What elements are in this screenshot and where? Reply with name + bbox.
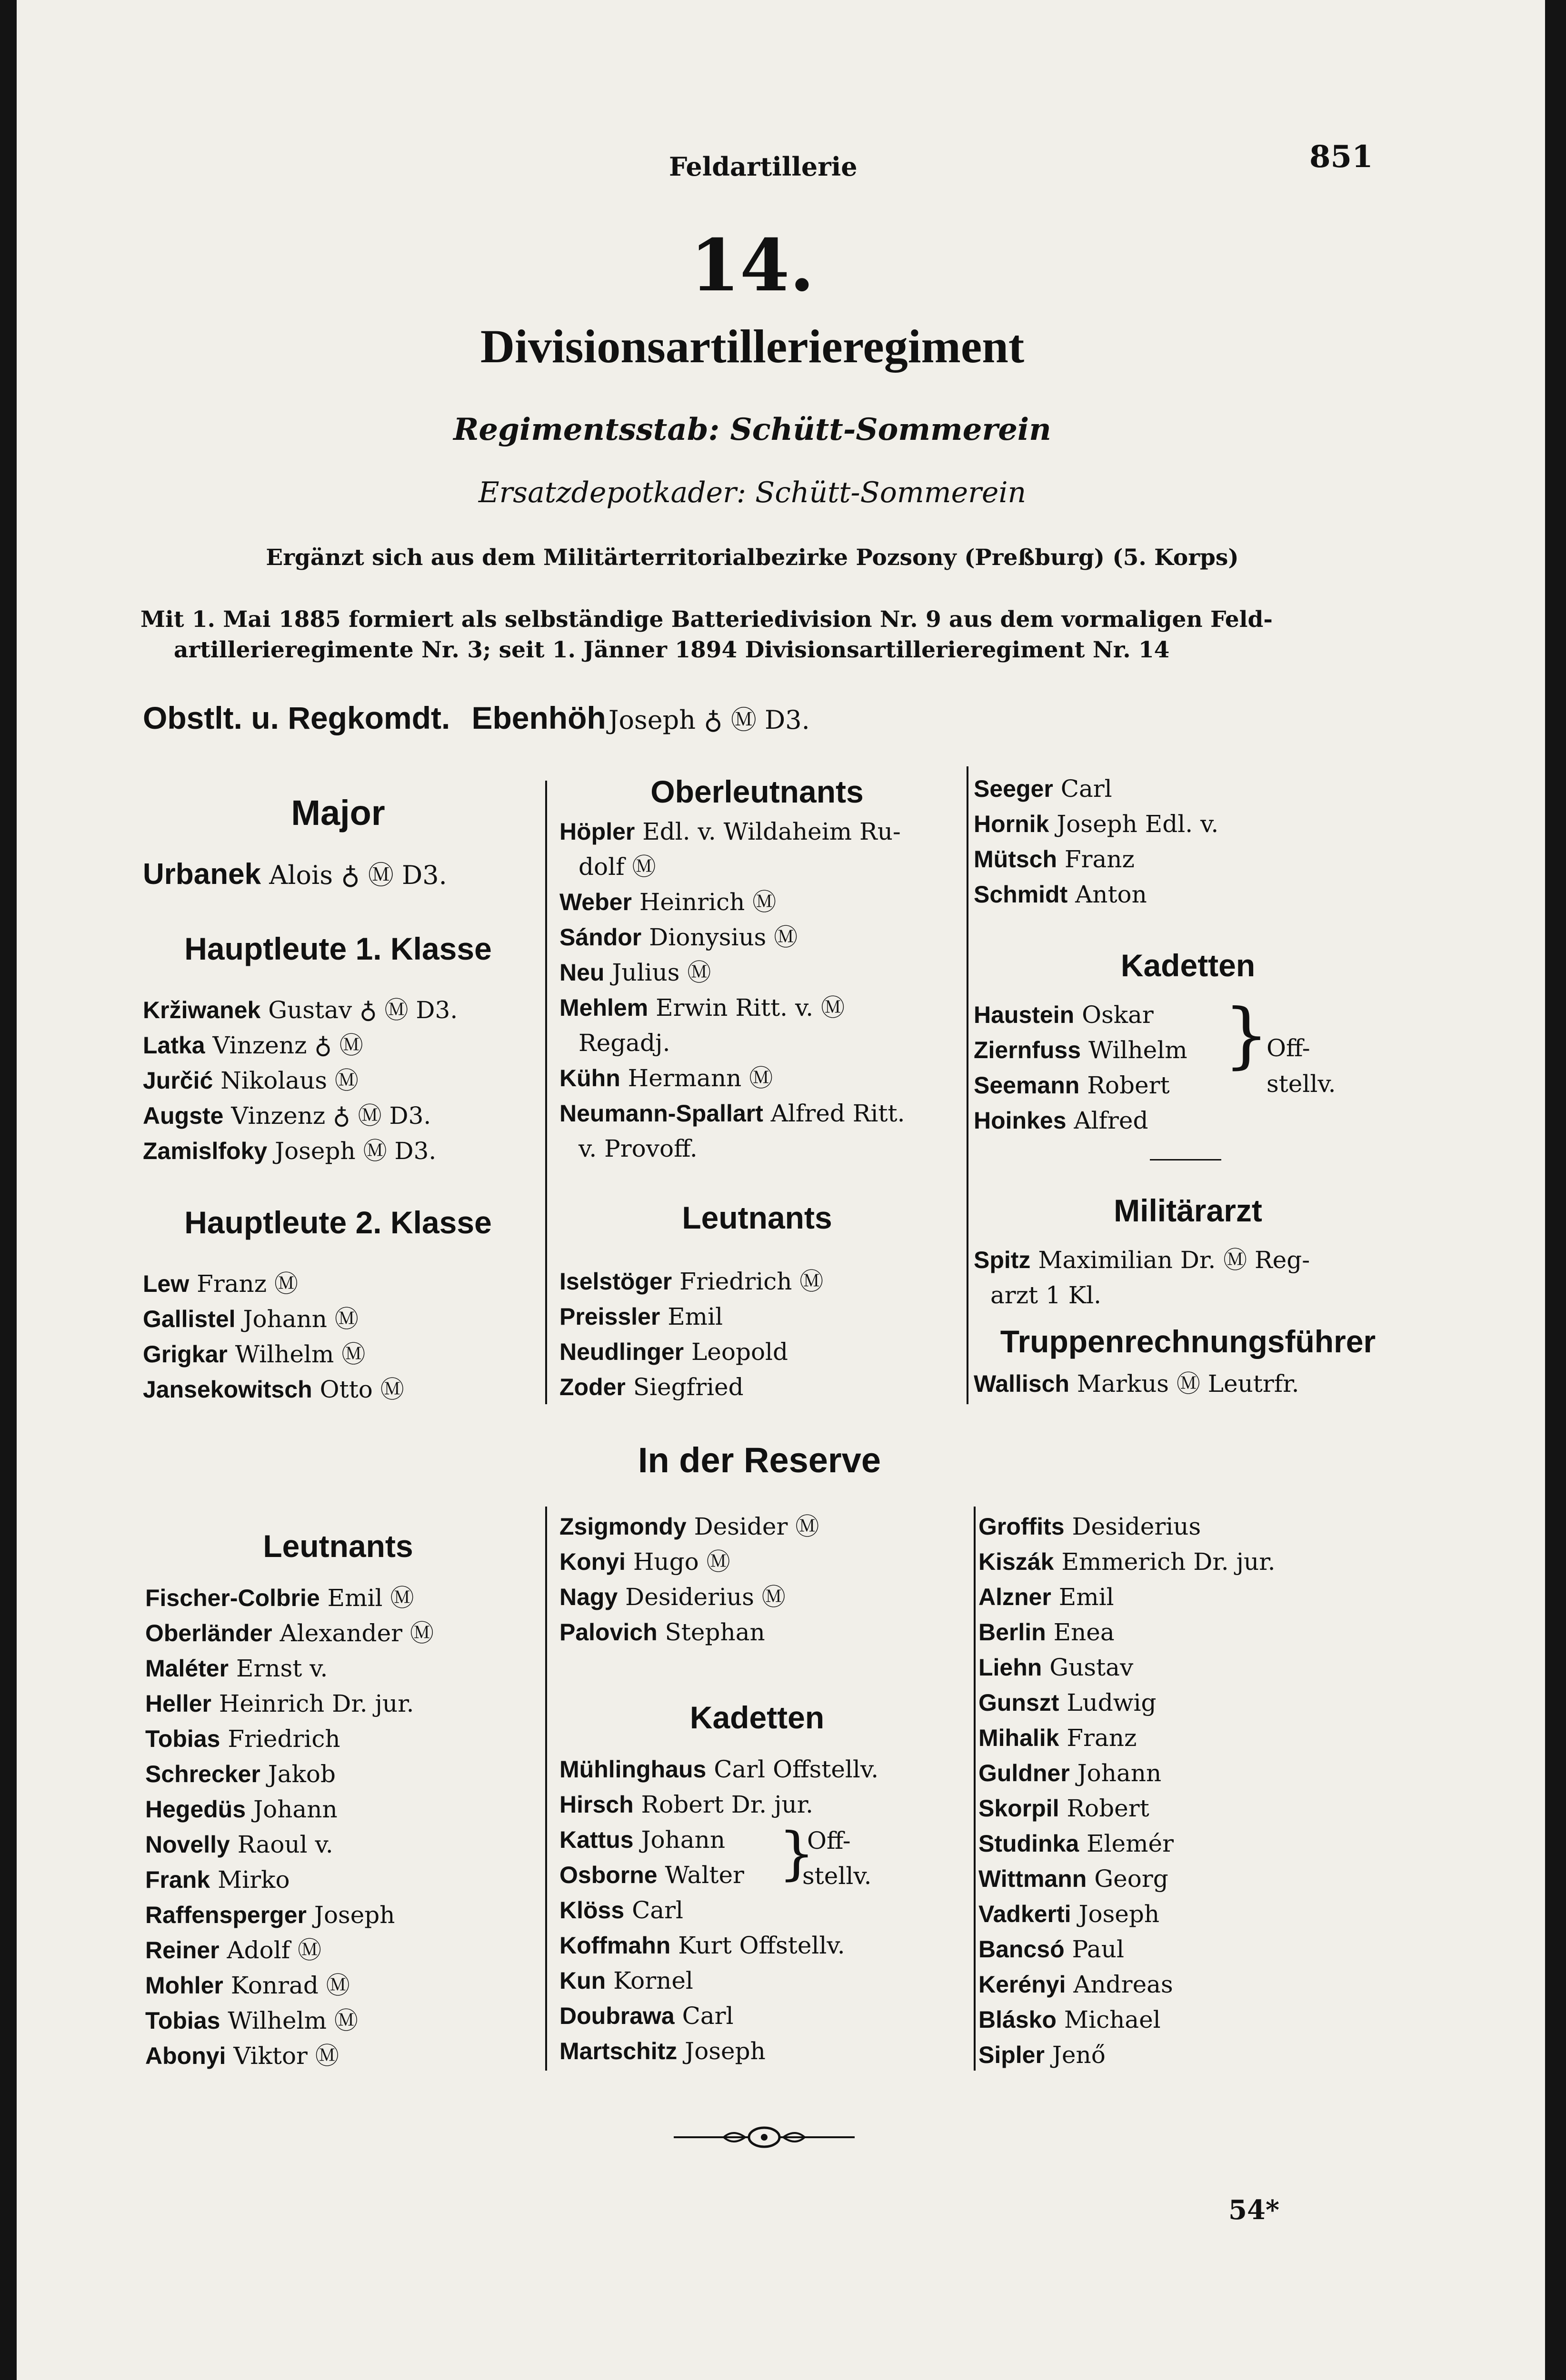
- list-item: Abonyi Viktor Ⓜ: [145, 2042, 339, 2070]
- first-lieutenants-list: [559, 814, 905, 1166]
- list-item: Maléter Ernst v.: [145, 1655, 328, 1682]
- medical-officer-entry: Spitz Maximilian Dr. Ⓜ Reg-: [974, 1246, 1310, 1274]
- paymaster-heading: Truppenrechnungsführer: [1000, 1324, 1376, 1359]
- list-item: Latka Vinzenz ♁ Ⓜ: [143, 1031, 363, 1059]
- replacement-depot: Ersatzdepotkader: Schütt-Sommerein: [478, 476, 1027, 509]
- captains-1st-class-list: [143, 992, 458, 1169]
- list-item: Mühlinghaus Carl Offstellv.: [559, 1755, 879, 1783]
- commander-rank: Obstlt. u. Regkomdt.: [143, 700, 450, 735]
- ornament-divider: [674, 2123, 855, 2152]
- medical-officer-rank: arzt 1 Kl.: [990, 1281, 1101, 1309]
- list-item: Neudlinger Leopold: [559, 1338, 788, 1366]
- list-item: Ziernfuss Wilhelm: [974, 1036, 1187, 1064]
- list-item: Reiner Adolf Ⓜ: [145, 1936, 322, 1964]
- list-item: Mohler Konrad Ⓜ: [145, 1972, 350, 1999]
- list-item: Zoder Siegfried: [559, 1373, 744, 1401]
- reserve-column-2-list: [559, 1509, 819, 1650]
- commander-name: Ebenhöh: [471, 700, 606, 735]
- list-item: Klöss Carl: [559, 1896, 684, 1924]
- list-item: Kattus Johann: [559, 1826, 726, 1854]
- major-heading: Major: [291, 793, 385, 833]
- list-item: Hoinkes Alfred: [974, 1107, 1148, 1134]
- list-item: Preissler Emil: [559, 1303, 723, 1330]
- reserve-lieutenants-heading: Leutnants: [263, 1528, 413, 1564]
- list-item: Iselstöger Friedrich Ⓜ: [559, 1268, 824, 1295]
- cadets-list: [974, 997, 1187, 1138]
- column-divider: [967, 766, 968, 1404]
- running-title: Feldartillerie: [669, 151, 858, 182]
- list-item: Heller Heinrich Dr. jur.: [145, 1690, 414, 1717]
- list-item: Mihalik Franz: [978, 1724, 1137, 1752]
- paymaster-entry: Wallisch Markus Ⓜ Leutrfr.: [974, 1370, 1299, 1398]
- list-item: Zsigmondy Desider Ⓜ: [559, 1513, 819, 1540]
- list-item: Gunszt Ludwig: [978, 1689, 1157, 1716]
- list-item: Haustein Oskar: [974, 1001, 1154, 1029]
- list-item: Novelly Raoul v.: [145, 1831, 333, 1858]
- reserve-cadets-note-2: stellv.: [802, 1862, 872, 1890]
- recruitment-note: Ergänzt sich aus dem Militärterritorialbezirke Pozsony (Preßburg) (5. Korps): [266, 545, 1239, 571]
- captains-2nd-class-heading: Hauptleute 2. Klasse: [184, 1205, 492, 1240]
- commander-details: Joseph ♁ Ⓜ D3.: [608, 705, 810, 735]
- list-item: Zamislfoky Joseph Ⓜ D3.: [143, 1137, 437, 1165]
- list-item: Höpler Edl. v. Wildaheim Ru-: [559, 818, 901, 845]
- list-item: Tobias Friedrich: [145, 1725, 340, 1753]
- list-item: Kržiwanek Gustav ♁ Ⓜ D3.: [143, 996, 458, 1024]
- first-lieutenants-heading: Oberleutnants: [650, 774, 864, 809]
- reserve-heading: In der Reserve: [638, 1440, 881, 1480]
- reserve-column-3-list: [978, 1509, 1276, 2073]
- regiment-staff: Regimentsstab: Schütt-Sommerein: [453, 412, 1051, 447]
- list-item: Hegedüs Johann: [145, 1795, 338, 1823]
- list-item: Guldner Johann: [978, 1759, 1162, 1787]
- list-item: Berlin Enea: [978, 1618, 1115, 1646]
- page-number: 851: [1309, 139, 1373, 175]
- lieutenants-list: [559, 1264, 823, 1405]
- list-item: Tobias Wilhelm Ⓜ: [145, 2007, 358, 2034]
- list-item: Nagy Desiderius Ⓜ: [559, 1583, 786, 1611]
- list-item: Skorpil Robert: [978, 1795, 1149, 1822]
- list-item: Schrecker Jakob: [145, 1760, 336, 1788]
- list-item: Doubrawa Carl: [559, 2002, 734, 2030]
- list-item: Raffensperger Joseph: [145, 1901, 395, 1929]
- list-item: Martschitz Joseph: [559, 2037, 766, 2065]
- list-item: Kerényi Andreas: [978, 1971, 1173, 1998]
- list-item: Vadkerti Joseph: [978, 1900, 1160, 1928]
- list-item: v. Provoff.: [579, 1135, 698, 1162]
- column-divider: [974, 1507, 976, 2071]
- scanned-page: [17, 0, 1545, 2380]
- list-item: Kiszák Emmerich Dr. jur.: [978, 1548, 1276, 1576]
- captains-2nd-class-list: [143, 1266, 404, 1407]
- history-line-1: Mit 1. Mai 1885 formiert als selbständige Batteriedivision Nr. 9 aus dem vormaligen Feld-: [140, 606, 1273, 633]
- list-item: Hirsch Robert Dr. jur.: [559, 1791, 814, 1818]
- divider: [1150, 1159, 1221, 1160]
- list-item: Liehn Gustav: [978, 1654, 1134, 1681]
- list-item: Koffmahn Kurt Offstellv.: [559, 1932, 845, 1959]
- list-item: Konyi Hugo Ⓜ: [559, 1548, 730, 1576]
- list-item: Oberländer Alexander Ⓜ: [145, 1619, 434, 1647]
- list-item: Bancsó Paul: [978, 1935, 1124, 1963]
- reserve-lieutenants-list: [145, 1580, 434, 2073]
- first-lieutenants-continued-list: [974, 771, 1218, 912]
- list-item: Neumann-Spallart Alfred Ritt.: [559, 1100, 905, 1127]
- major-entry: Urbanek Alois ♁ Ⓜ D3.: [143, 858, 447, 891]
- list-item: Osborne Walter: [559, 1861, 744, 1889]
- list-item: dolf Ⓜ: [579, 853, 656, 881]
- cadets-note-2: stellv.: [1267, 1070, 1336, 1098]
- list-item: Kühn Hermann Ⓜ: [559, 1064, 773, 1092]
- list-item: Seeger Carl: [974, 775, 1112, 803]
- column-divider: [545, 1507, 547, 2071]
- reserve-cadets-note-1: Off-: [807, 1827, 851, 1854]
- list-item: Palovich Stephan: [559, 1618, 765, 1646]
- list-item: Lew Franz Ⓜ: [143, 1270, 298, 1298]
- list-item: Groffits Desiderius: [978, 1513, 1201, 1540]
- list-item: Augste Vinzenz ♁ Ⓜ D3.: [143, 1102, 431, 1130]
- regiment-number: 14.: [690, 224, 815, 307]
- list-item: Seemann Robert: [974, 1071, 1170, 1099]
- reserve-cadets-heading: Kadetten: [689, 1700, 825, 1735]
- history-line-2: artillerieregimente Nr. 3; seit 1. Jänner 1894 Divisionsartillerieregiment Nr. 14: [174, 637, 1170, 663]
- commander-line: [143, 700, 810, 736]
- list-item: Frank Mirko: [145, 1866, 290, 1894]
- list-item: Mütsch Franz: [974, 845, 1135, 873]
- list-item: Kun Kornel: [559, 1967, 693, 1994]
- list-item: Sipler Jenő: [978, 2041, 1106, 2069]
- list-item: Hornik Joseph Edl. v.: [974, 810, 1219, 838]
- captains-1st-class-heading: Hauptleute 1. Klasse: [184, 931, 492, 966]
- list-item: Schmidt Anton: [974, 881, 1147, 908]
- list-item: Blásko Michael: [978, 2006, 1161, 2033]
- column-divider: [545, 781, 547, 1404]
- list-item: Jurčić Nikolaus Ⓜ: [143, 1067, 359, 1094]
- lieutenants-heading: Leutnants: [682, 1200, 832, 1235]
- list-item: Weber Heinrich Ⓜ: [559, 888, 777, 916]
- list-item: Neu Julius Ⓜ: [559, 959, 711, 986]
- list-item: Wittmann Georg: [978, 1865, 1168, 1893]
- list-item: Gallistel Johann Ⓜ: [143, 1305, 359, 1333]
- brace: }: [1224, 994, 1269, 1077]
- list-item: Mehlem Erwin Ritt. v. Ⓜ: [559, 994, 845, 1021]
- list-item: Sándor Dionysius Ⓜ: [559, 923, 798, 951]
- list-item: Studinka Elemér: [978, 1830, 1174, 1857]
- cadets-note-1: Off-: [1267, 1034, 1310, 1062]
- list-item: Jansekowitsch Otto Ⓜ: [143, 1376, 404, 1403]
- signature-mark: 54*: [1228, 2194, 1280, 2226]
- medical-officer-heading: Militärarzt: [1114, 1193, 1262, 1228]
- list-item: Grigkar Wilhelm Ⓜ: [143, 1340, 366, 1368]
- list-item: Fischer-Colbrie Emil Ⓜ: [145, 1584, 414, 1612]
- brace: }: [778, 1821, 815, 1887]
- regiment-title: Divisionsartillerieregiment: [480, 320, 1025, 373]
- list-item: Regadj.: [579, 1029, 670, 1057]
- reserve-cadets-list: [559, 1752, 878, 2069]
- cadets-heading: Kadetten: [1120, 948, 1256, 983]
- history-note: [140, 605, 1388, 665]
- list-item: Alzner Emil: [978, 1583, 1114, 1611]
